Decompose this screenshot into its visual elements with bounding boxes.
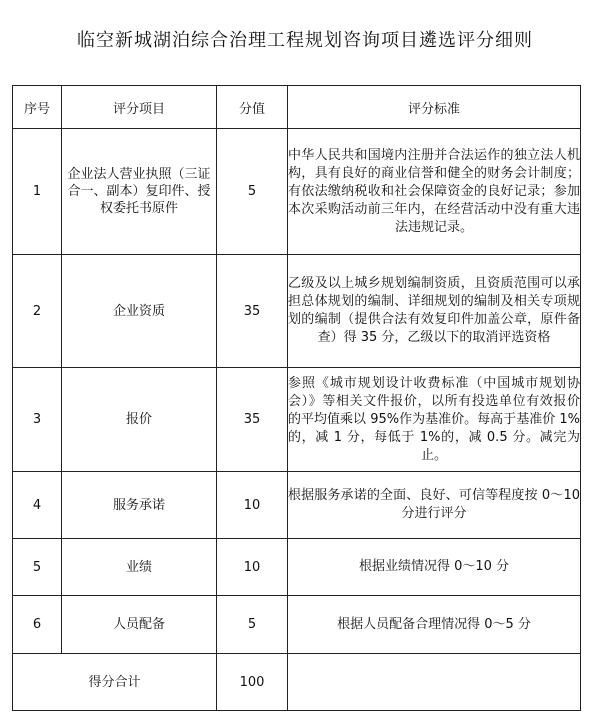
header-criteria: 评分标准 [288, 86, 581, 129]
scoring-table [12, 85, 581, 711]
row-number: 5 [13, 539, 62, 596]
row-score: 10 [217, 539, 288, 596]
row-criteria: 乙级及以上城乡规划编制资质，且资质范围可以承担总体规划的编制、详细规划的编制及相关专项规划的编制（提供合法有效复印件加盖公章，原件备查）得 35 分，乙级以下的取消评选资格 [288, 276, 580, 345]
row-score: 5 [217, 129, 288, 255]
table-row [13, 539, 581, 596]
total-score: 100 [217, 654, 288, 711]
row-number: 1 [13, 129, 62, 255]
table-row [13, 368, 581, 472]
page-title: 临空新城湖泊综合治理工程规划咨询项目遴选评分细则 [77, 30, 533, 51]
row-criteria-cell [288, 255, 581, 368]
row-criteria: 参照《城市规划设计收费标准（中国城市规划协会）》等相关文件报价，以所有投选单位有效报价的平均值乘以 95%作为基准价。每高于基准价 1%的，减 1 分，每低于 1%的，减 0.5 分。减完为止。 [288, 375, 580, 463]
total-row [13, 654, 581, 711]
row-number: 6 [13, 596, 62, 654]
total-label: 得分合计 [13, 654, 217, 711]
row-item: 报价 [62, 368, 217, 472]
row-criteria-cell [288, 539, 581, 596]
table-row [13, 596, 581, 654]
header-item: 评分项目 [62, 86, 217, 129]
row-score: 35 [217, 255, 288, 368]
table-row [13, 255, 581, 368]
row-score: 10 [217, 472, 288, 539]
row-criteria: 中华人民共和国境内注册并合法运作的独立法人机构，具有良好的商业信誉和健全的财务会计制度；有依法缴纳税收和社会保障资金的良好记录；参加本次采购活动前三年内，在经营活动中没有重大违法违规记录。 [288, 147, 580, 235]
row-number: 3 [13, 368, 62, 472]
row-score: 35 [217, 368, 288, 472]
row-criteria-cell [288, 129, 581, 255]
table-row [13, 129, 581, 255]
table-header-row [13, 86, 581, 129]
header-number: 序号 [13, 86, 62, 129]
row-item: 业绩 [62, 539, 217, 596]
row-criteria-cell [288, 368, 581, 472]
row-item: 服务承诺 [62, 472, 217, 539]
row-criteria: 根据业绩情况得 0～10 分 [358, 559, 510, 574]
row-criteria-cell [288, 472, 581, 539]
total-criteria-empty [288, 654, 581, 711]
row-item: 企业资质 [62, 255, 217, 368]
row-item: 人员配备 [62, 596, 217, 654]
row-score: 5 [217, 596, 288, 654]
table-row [13, 472, 581, 539]
row-number: 2 [13, 255, 62, 368]
header-score: 分值 [217, 86, 288, 129]
row-item: 企业法人营业执照（三证合一、副本）复印件、授权委托书原件 [62, 129, 217, 255]
row-criteria: 根据服务承诺的全面、良好、可信等程度按 0～10 分进行评分 [288, 488, 580, 521]
row-criteria: 根据人员配备合理情况得 0～5 分 [337, 616, 531, 632]
row-criteria-cell [288, 596, 581, 654]
row-number: 4 [13, 472, 62, 539]
